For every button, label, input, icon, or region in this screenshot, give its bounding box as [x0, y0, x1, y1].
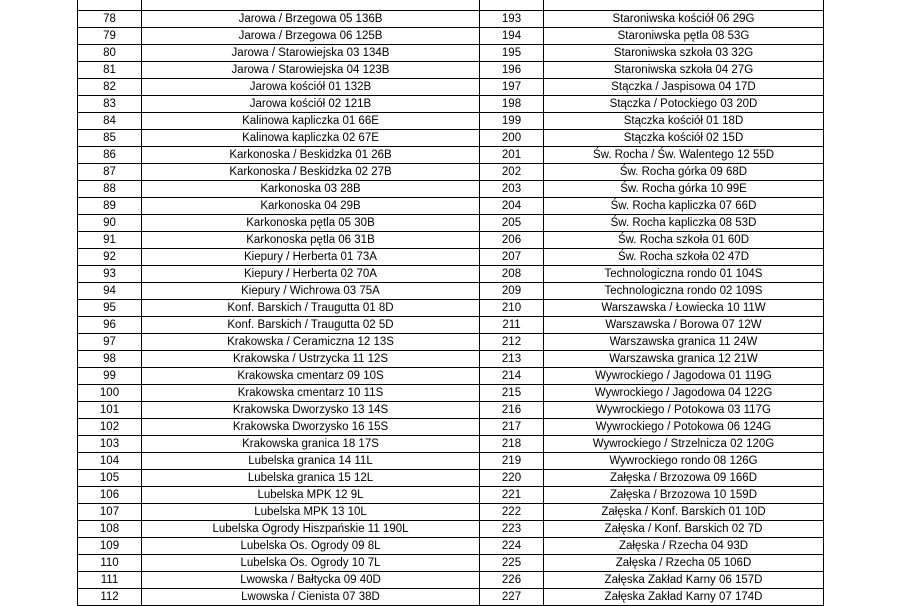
stop-name-right: Wywrockiego / Jagodowa 04 122G: [544, 385, 824, 402]
row-number-left: 97: [78, 334, 142, 351]
stop-name-right: Wywrockiego rondo 08 126G: [544, 453, 824, 470]
table-row: [78, 130, 824, 147]
stop-name-right: Załęska / Konf. Barskich 01 10D: [544, 504, 824, 521]
row-number-right: 214: [480, 368, 544, 385]
row-number-left: 99: [78, 368, 142, 385]
stop-name-left: Krakowska / Ustrzycka 11 12S: [142, 351, 480, 368]
stop-name-left: Lubelska Ogrody Hiszpańskie 11 190L: [142, 521, 480, 538]
row-number-right: 200: [480, 130, 544, 147]
table-row: [78, 351, 824, 368]
row-number-right: 195: [480, 45, 544, 62]
stop-name-right: Załęska Zakład Karny 07 174D: [544, 589, 824, 606]
row-number-right: 206: [480, 232, 544, 249]
row-number-left: 79: [78, 28, 142, 45]
stop-name-right: Stączka / Jaspisowa 04 17D: [544, 79, 824, 96]
stop-name-left: Krakowska cmentarz 09 10S: [142, 368, 480, 385]
row-number-right: 194: [480, 28, 544, 45]
row-number-left: 96: [78, 317, 142, 334]
stop-name-right: Stączka kościół 02 15D: [544, 130, 824, 147]
stop-name-right: Załęska / Rzecha 04 93D: [544, 538, 824, 555]
row-number-right: 212: [480, 334, 544, 351]
row-number-left: 106: [78, 487, 142, 504]
stop-name-left: Kiepury / Wichrowa 03 75A: [142, 283, 480, 300]
table-row: [78, 96, 824, 113]
row-number-right: 197: [480, 79, 544, 96]
stop-name-right: Św. Rocha / Św. Walentego 12 55D: [544, 147, 824, 164]
row-number-left: 80: [78, 45, 142, 62]
row-number-right: 225: [480, 555, 544, 572]
row-number-left: 84: [78, 113, 142, 130]
row-number-right: 199: [480, 113, 544, 130]
row-number-right: 219: [480, 453, 544, 470]
stop-name-left: [142, 0, 480, 11]
table-row: [78, 317, 824, 334]
stop-name-right: Wywrockiego / Potokowa 06 124G: [544, 419, 824, 436]
table-row: [78, 419, 824, 436]
stop-name-right: Wywrockiego / Jagodowa 01 119G: [544, 368, 824, 385]
row-number-left: 78: [78, 11, 142, 28]
stop-name-left: Kalinowa kapliczka 02 67E: [142, 130, 480, 147]
stop-name-left: Krakowska granica 18 17S: [142, 436, 480, 453]
row-number-left: 90: [78, 215, 142, 232]
stop-name-right: Warszawska granica 12 21W: [544, 351, 824, 368]
row-number-left: 82: [78, 79, 142, 96]
table-row: [78, 79, 824, 96]
row-number-left: 93: [78, 266, 142, 283]
row-number-left: 107: [78, 504, 142, 521]
row-number-right: 221: [480, 487, 544, 504]
stop-name-right: Załęska Zakład Karny 06 157D: [544, 572, 824, 589]
row-number-left: 110: [78, 555, 142, 572]
stop-name-right: Załęska / Brzozowa 10 159D: [544, 487, 824, 504]
stop-name-left: Lubelska Os. Ogrody 10 7L: [142, 555, 480, 572]
stop-name-right: [544, 0, 824, 11]
row-number-right: 215: [480, 385, 544, 402]
stop-name-right: Warszawska granica 11 24W: [544, 334, 824, 351]
row-number-right: 208: [480, 266, 544, 283]
row-number-left: 81: [78, 62, 142, 79]
table-row: [78, 11, 824, 28]
row-number-right: [480, 0, 544, 11]
stop-name-right: Załęska / Brzozowa 09 166D: [544, 470, 824, 487]
stop-name-right: Stączka / Potockiego 03 20D: [544, 96, 824, 113]
table-row: [78, 45, 824, 62]
row-number-right: 224: [480, 538, 544, 555]
row-number-left: 94: [78, 283, 142, 300]
row-number-left: [78, 0, 142, 11]
stop-name-right: Staroniwska kościół 06 29G: [544, 11, 824, 28]
table-row: [78, 436, 824, 453]
stop-name-right: Staroniwska pętla 08 53G: [544, 28, 824, 45]
row-number-right: 198: [480, 96, 544, 113]
table-row: [78, 113, 824, 130]
table-row: [78, 538, 824, 555]
stop-name-right: Staroniwska szkoła 03 32G: [544, 45, 824, 62]
table-row: [78, 402, 824, 419]
table-row: [78, 368, 824, 385]
stop-name-left: Lubelska MPK 13 10L: [142, 504, 480, 521]
stop-name-right: Św. Rocha górka 10 99E: [544, 181, 824, 198]
stop-name-left: Lubelska granica 14 11L: [142, 453, 480, 470]
stop-name-left: Jarowa kościół 01 132B: [142, 79, 480, 96]
stop-name-right: Św. Rocha szkoła 02 47D: [544, 249, 824, 266]
stop-name-left: Kalinowa kapliczka 01 66E: [142, 113, 480, 130]
table-row: [78, 198, 824, 215]
table-row: [78, 470, 824, 487]
row-number-left: 108: [78, 521, 142, 538]
stop-name-right: Wywrockiego / Strzelnicza 02 120G: [544, 436, 824, 453]
row-number-right: 203: [480, 181, 544, 198]
stop-name-left: Konf. Barskich / Traugutta 01 8D: [142, 300, 480, 317]
stop-name-left: Lwowska / Cienista 07 38D: [142, 589, 480, 606]
row-number-right: 193: [480, 11, 544, 28]
table-row: [78, 589, 824, 606]
stop-name-right: Stączka kościół 01 18D: [544, 113, 824, 130]
row-number-right: 210: [480, 300, 544, 317]
row-number-right: 227: [480, 589, 544, 606]
table-row: [78, 28, 824, 45]
row-number-left: 111: [78, 572, 142, 589]
stop-name-left: Jarowa / Brzegowa 06 125B: [142, 28, 480, 45]
table-row: [78, 147, 824, 164]
stop-name-left: Konf. Barskich / Traugutta 02 5D: [142, 317, 480, 334]
stop-name-left: Jarowa / Starowiejska 03 134B: [142, 45, 480, 62]
row-number-left: 112: [78, 589, 142, 606]
stop-name-left: Jarowa / Starowiejska 04 123B: [142, 62, 480, 79]
row-number-right: 202: [480, 164, 544, 181]
row-number-left: 89: [78, 198, 142, 215]
stop-name-right: Św. Rocha szkoła 01 60D: [544, 232, 824, 249]
stop-name-right: Św. Rocha kapliczka 07 66D: [544, 198, 824, 215]
bus-stops-table: [77, 0, 824, 606]
row-number-right: 204: [480, 198, 544, 215]
row-number-right: 196: [480, 62, 544, 79]
row-number-left: 109: [78, 538, 142, 555]
row-number-left: 103: [78, 436, 142, 453]
row-number-right: 220: [480, 470, 544, 487]
table-row: [78, 0, 824, 11]
table-row: [78, 283, 824, 300]
stop-name-left: Karkonoska / Beskidzka 02 27B: [142, 164, 480, 181]
row-number-left: 104: [78, 453, 142, 470]
stop-name-right: Św. Rocha górka 09 68D: [544, 164, 824, 181]
stop-name-right: Staroniwska szkoła 04 27G: [544, 62, 824, 79]
stop-name-right: Załęska / Rzecha 05 106D: [544, 555, 824, 572]
row-number-left: 102: [78, 419, 142, 436]
row-number-left: 91: [78, 232, 142, 249]
stop-name-left: Jarowa kościół 02 121B: [142, 96, 480, 113]
stop-name-left: Karkonoska 04 29B: [142, 198, 480, 215]
stop-name-left: Jarowa / Brzegowa 05 136B: [142, 11, 480, 28]
stop-name-left: Lubelska granica 15 12L: [142, 470, 480, 487]
row-number-left: 98: [78, 351, 142, 368]
row-number-left: 86: [78, 147, 142, 164]
stop-name-right: Technologiczna rondo 01 104S: [544, 266, 824, 283]
stop-name-left: Karkonoska pętla 05 30B: [142, 215, 480, 232]
table-row: [78, 487, 824, 504]
stop-name-left: Lubelska Os. Ogrody 09 8L: [142, 538, 480, 555]
stop-name-left: Karkonoska 03 28B: [142, 181, 480, 198]
stop-name-right: Wywrockiego / Potokowa 03 117G: [544, 402, 824, 419]
row-number-left: 83: [78, 96, 142, 113]
row-number-right: 209: [480, 283, 544, 300]
row-number-left: 105: [78, 470, 142, 487]
table-row: [78, 521, 824, 538]
row-number-right: 217: [480, 419, 544, 436]
row-number-left: 87: [78, 164, 142, 181]
stop-name-right: Św. Rocha kapliczka 08 53D: [544, 215, 824, 232]
stop-name-left: Kiepury / Herberta 01 73A: [142, 249, 480, 266]
row-number-right: 218: [480, 436, 544, 453]
stop-name-left: Lubelska MPK 12 9L: [142, 487, 480, 504]
table-row: [78, 555, 824, 572]
stop-name-left: Kiepury / Herberta 02 70A: [142, 266, 480, 283]
table-row: [78, 453, 824, 470]
stop-name-right: Technologiczna rondo 02 109S: [544, 283, 824, 300]
table-row: [78, 215, 824, 232]
stop-name-left: Karkonoska / Beskidzka 01 26B: [142, 147, 480, 164]
stop-name-right: Warszawska / Łowiecka 10 11W: [544, 300, 824, 317]
table-row: [78, 385, 824, 402]
stop-name-right: Załęska / Konf. Barskich 02 7D: [544, 521, 824, 538]
table-row: [78, 300, 824, 317]
table-row: [78, 181, 824, 198]
row-number-right: 223: [480, 521, 544, 538]
table-row: [78, 266, 824, 283]
stop-name-left: Krakowska / Ceramiczna 12 13S: [142, 334, 480, 351]
row-number-right: 205: [480, 215, 544, 232]
stop-name-left: Krakowska Dworzysko 16 15S: [142, 419, 480, 436]
row-number-right: 222: [480, 504, 544, 521]
table-row: [78, 232, 824, 249]
row-number-right: 201: [480, 147, 544, 164]
stop-name-left: Lwowska / Bałtycka 09 40D: [142, 572, 480, 589]
stop-name-left: Krakowska Dworzysko 13 14S: [142, 402, 480, 419]
table-row: [78, 504, 824, 521]
table-row: [78, 249, 824, 266]
row-number-right: 226: [480, 572, 544, 589]
table-row: [78, 164, 824, 181]
row-number-right: 213: [480, 351, 544, 368]
table-row: [78, 334, 824, 351]
table-body: [78, 0, 824, 606]
row-number-right: 207: [480, 249, 544, 266]
row-number-right: 216: [480, 402, 544, 419]
row-number-left: 88: [78, 181, 142, 198]
stop-name-left: Karkonoska pętla 06 31B: [142, 232, 480, 249]
table-row: [78, 572, 824, 589]
row-number-left: 95: [78, 300, 142, 317]
row-number-left: 101: [78, 402, 142, 419]
table-row: [78, 62, 824, 79]
stop-name-right: Warszawska / Borowa 07 12W: [544, 317, 824, 334]
stop-name-left: Krakowska cmentarz 10 11S: [142, 385, 480, 402]
row-number-left: 92: [78, 249, 142, 266]
stops-sheet: [77, 0, 823, 606]
row-number-left: 100: [78, 385, 142, 402]
row-number-right: 211: [480, 317, 544, 334]
row-number-left: 85: [78, 130, 142, 147]
